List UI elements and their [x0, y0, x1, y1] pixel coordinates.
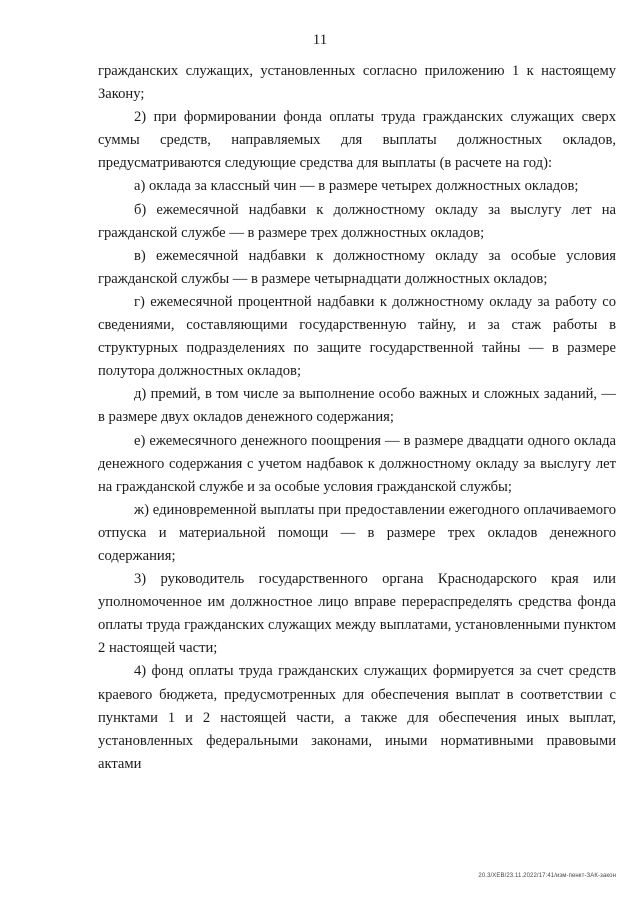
paragraph-subitem-g: г) ежемесячной процентной надбавки к должностному окладу за работу со сведениями, составляющими государственную тайну, и за стаж работы в структурных подразделениях по защите государственной тайны — в размере полутора должностных окладов;	[98, 293, 616, 380]
paragraph-continuation: гражданских служащих, установленных согласно приложению 1 к настоящему Закону;	[98, 63, 616, 103]
paragraph-subitem-d: д) премий, в том числе за выполнение особо важных и сложных заданий, — в размере двух окладов денежного содержания;	[98, 386, 616, 426]
paragraph-subitem-zh: ж) единовременной выплаты при предоставлении ежегодного оплачиваемого отпуска и материальной помощи — в размере трех окладов денежного содержания;	[98, 501, 616, 564]
document-body	[98, 60, 616, 776]
paragraph-item-3: 3) руководитель государственного органа Краснодарского края или уполномоченное им должностное лицо вправе перераспределять средства фонда оплаты труда гражданских служащих между выплатами, установленными пунктом 2 настоящей части;	[98, 571, 616, 657]
page-number: 11	[312, 32, 328, 48]
paragraph-item-2: 2) при формировании фонда оплаты труда гражданских служащих сверх суммы средств, направляемых для выплаты должностных окладов, предусматриваются следующие средства для выплаты (в расчете на год):	[98, 109, 616, 172]
paragraph-subitem-e: е) ежемесячного денежного поощрения — в размере двадцати одного оклада денежного содержания с учетом надбавок к должностному окладу за выслугу лет на гражданской службе и за особые условия гражданской службы;	[98, 432, 616, 495]
footer-document-stamp: 20.3/ХЕВ/23.11.2022/17:41/изм-пенкт-ЗАК-закон	[478, 873, 616, 879]
paragraph-item-4: 4) фонд оплаты труда гражданских служащих формируется за счет средств краевого бюджета, предусмотренных для обеспечения выплат в соответствии с пунктами 1 и 2 настоящей части, а также для обеспечения иных выплат, установленных федеральными законами, иными нормативными правовыми актами	[98, 663, 616, 772]
paragraph-subitem-v: в) ежемесячной надбавки к должностному окладу за особые условия гражданской службы — в размере четырнадцати должностных окладов;	[98, 247, 616, 287]
paragraph-subitem-a: а) оклада за классный чин — в размере четырех должностных окладов;	[134, 178, 579, 195]
paragraph-subitem-b: б) ежемесячной надбавки к должностному окладу за выслугу лет на гражданской службе — в размере трех должностных окладов;	[98, 201, 616, 241]
